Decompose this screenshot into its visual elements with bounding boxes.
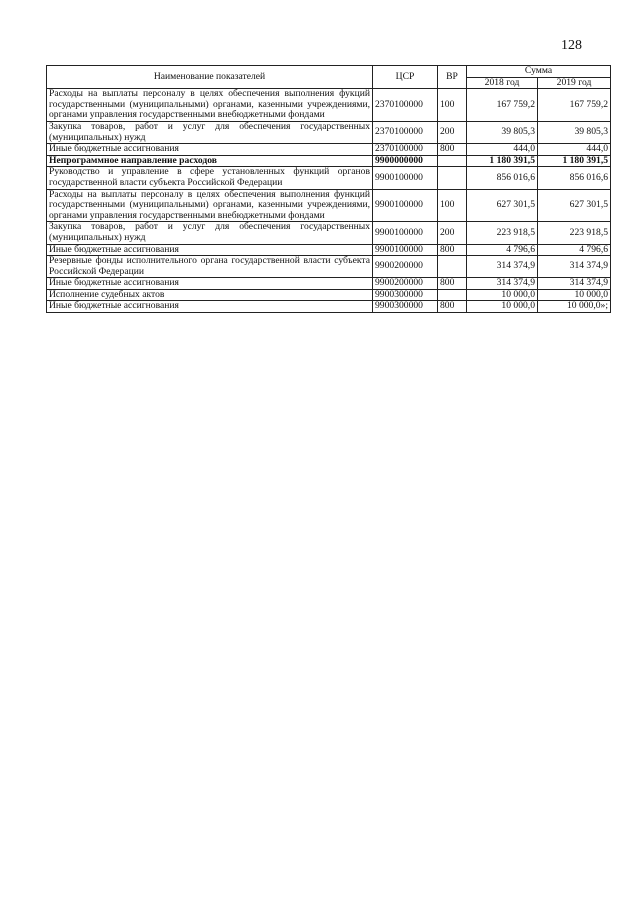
row-name-cell: Руководство и управление в сфере установленных функций органов государственной власти субъекта Российской Федерации bbox=[47, 167, 373, 189]
row-csr-cell: 9900100000 bbox=[373, 167, 438, 189]
row-csr-cell: 9900000000 bbox=[373, 155, 438, 167]
row-2018-cell: 314 374,9 bbox=[467, 256, 538, 278]
row-name-cell: Исполнение судебных актов bbox=[47, 289, 373, 301]
row-2018-cell: 627 301,5 bbox=[467, 189, 538, 222]
row-vr-cell bbox=[438, 167, 467, 189]
row-vr-cell: 800 bbox=[438, 301, 467, 313]
row-vr-cell: 800 bbox=[438, 144, 467, 156]
row-vr-cell bbox=[438, 289, 467, 301]
table-row bbox=[47, 256, 611, 278]
row-csr-cell: 2370100000 bbox=[373, 89, 438, 122]
row-2019-cell: 444,0 bbox=[538, 144, 611, 156]
table-body bbox=[47, 89, 611, 313]
row-name-cell: Иные бюджетные ассигнования bbox=[47, 244, 373, 256]
header-year-2018: 2018 год bbox=[467, 77, 538, 89]
row-2018-cell: 444,0 bbox=[467, 144, 538, 156]
table-row bbox=[47, 167, 611, 189]
row-2018-cell: 39 805,3 bbox=[467, 121, 538, 143]
table-row bbox=[47, 244, 611, 256]
row-vr-cell: 200 bbox=[438, 121, 467, 143]
header-vr: ВР bbox=[438, 66, 467, 89]
row-2019-cell: 167 759,2 bbox=[538, 89, 611, 122]
table-row bbox=[47, 189, 611, 222]
table-row bbox=[47, 121, 611, 143]
row-name-cell: Иные бюджетные ассигнования bbox=[47, 278, 373, 290]
budget-table bbox=[46, 65, 611, 313]
row-name-cell: Расходы на выплаты персоналу в целях обеспечения выполнения функций государственными (муниципальными) органами, казенными учреждениями, органами управления государственными внебюджетными фондами bbox=[47, 189, 373, 222]
header-name: Наименование показателей bbox=[47, 66, 373, 89]
row-vr-cell bbox=[438, 155, 467, 167]
row-2018-cell: 167 759,2 bbox=[467, 89, 538, 122]
row-2018-cell: 1 180 391,5 bbox=[467, 155, 538, 167]
row-2019-cell: 627 301,5 bbox=[538, 189, 611, 222]
table-row bbox=[47, 278, 611, 290]
row-name-cell: Резервные фонды исполнительного органа государственной власти субъекта Российской Федерации bbox=[47, 256, 373, 278]
row-name-cell: Закупка товаров, работ и услуг для обеспечения государственных (муниципальных) нужд bbox=[47, 222, 373, 244]
row-2019-cell: 223 918,5 bbox=[538, 222, 611, 244]
table-row bbox=[47, 89, 611, 122]
row-vr-cell bbox=[438, 256, 467, 278]
row-vr-cell: 200 bbox=[438, 222, 467, 244]
table-row bbox=[47, 144, 611, 156]
row-2018-cell: 10 000,0 bbox=[467, 301, 538, 313]
header-sum: Сумма bbox=[467, 66, 611, 78]
row-2019-cell: 4 796,6 bbox=[538, 244, 611, 256]
row-2019-cell: 856 016,6 bbox=[538, 167, 611, 189]
row-name-cell: Непрограммное направление расходов bbox=[47, 155, 373, 167]
row-name-cell: Иные бюджетные ассигнования bbox=[47, 144, 373, 156]
row-2018-cell: 856 016,6 bbox=[467, 167, 538, 189]
table-row bbox=[47, 289, 611, 301]
row-csr-cell: 9900100000 bbox=[373, 189, 438, 222]
row-csr-cell: 9900100000 bbox=[373, 222, 438, 244]
row-2019-cell: 10 000,0»; bbox=[538, 301, 611, 313]
row-2019-cell: 314 374,9 bbox=[538, 256, 611, 278]
row-csr-cell: 9900300000 bbox=[373, 289, 438, 301]
table-row bbox=[47, 222, 611, 244]
row-2018-cell: 223 918,5 bbox=[467, 222, 538, 244]
table-header bbox=[47, 66, 611, 89]
row-2018-cell: 4 796,6 bbox=[467, 244, 538, 256]
row-csr-cell: 9900200000 bbox=[373, 256, 438, 278]
row-name-cell: Расходы на выплаты персоналу в целях обеспечения выполнения фукций государственными (муниципальными) органами, казенными учреждениями, органами управления государственными внебюджетными фондами bbox=[47, 89, 373, 122]
row-vr-cell: 800 bbox=[438, 278, 467, 290]
table-row bbox=[47, 155, 611, 167]
row-csr-cell: 9900300000 bbox=[373, 301, 438, 313]
row-name-cell: Иные бюджетные ассигнования bbox=[47, 301, 373, 313]
row-2019-cell: 314 374,9 bbox=[538, 278, 611, 290]
page-number: 128 bbox=[561, 38, 582, 53]
row-vr-cell: 800 bbox=[438, 244, 467, 256]
row-2018-cell: 10 000,0 bbox=[467, 289, 538, 301]
header-year-2019: 2019 год bbox=[538, 77, 611, 89]
row-csr-cell: 2370100000 bbox=[373, 121, 438, 143]
row-name-cell: Закупка товаров, работ и услуг для обеспечения государственных (муниципальных) нужд bbox=[47, 121, 373, 143]
row-2019-cell: 1 180 391,5 bbox=[538, 155, 611, 167]
row-csr-cell: 9900200000 bbox=[373, 278, 438, 290]
row-vr-cell: 100 bbox=[438, 89, 467, 122]
row-vr-cell: 100 bbox=[438, 189, 467, 222]
row-csr-cell: 9900100000 bbox=[373, 244, 438, 256]
row-2019-cell: 10 000,0 bbox=[538, 289, 611, 301]
header-csr: ЦСР bbox=[373, 66, 438, 89]
row-csr-cell: 2370100000 bbox=[373, 144, 438, 156]
row-2019-cell: 39 805,3 bbox=[538, 121, 611, 143]
row-2018-cell: 314 374,9 bbox=[467, 278, 538, 290]
table-row bbox=[47, 301, 611, 313]
